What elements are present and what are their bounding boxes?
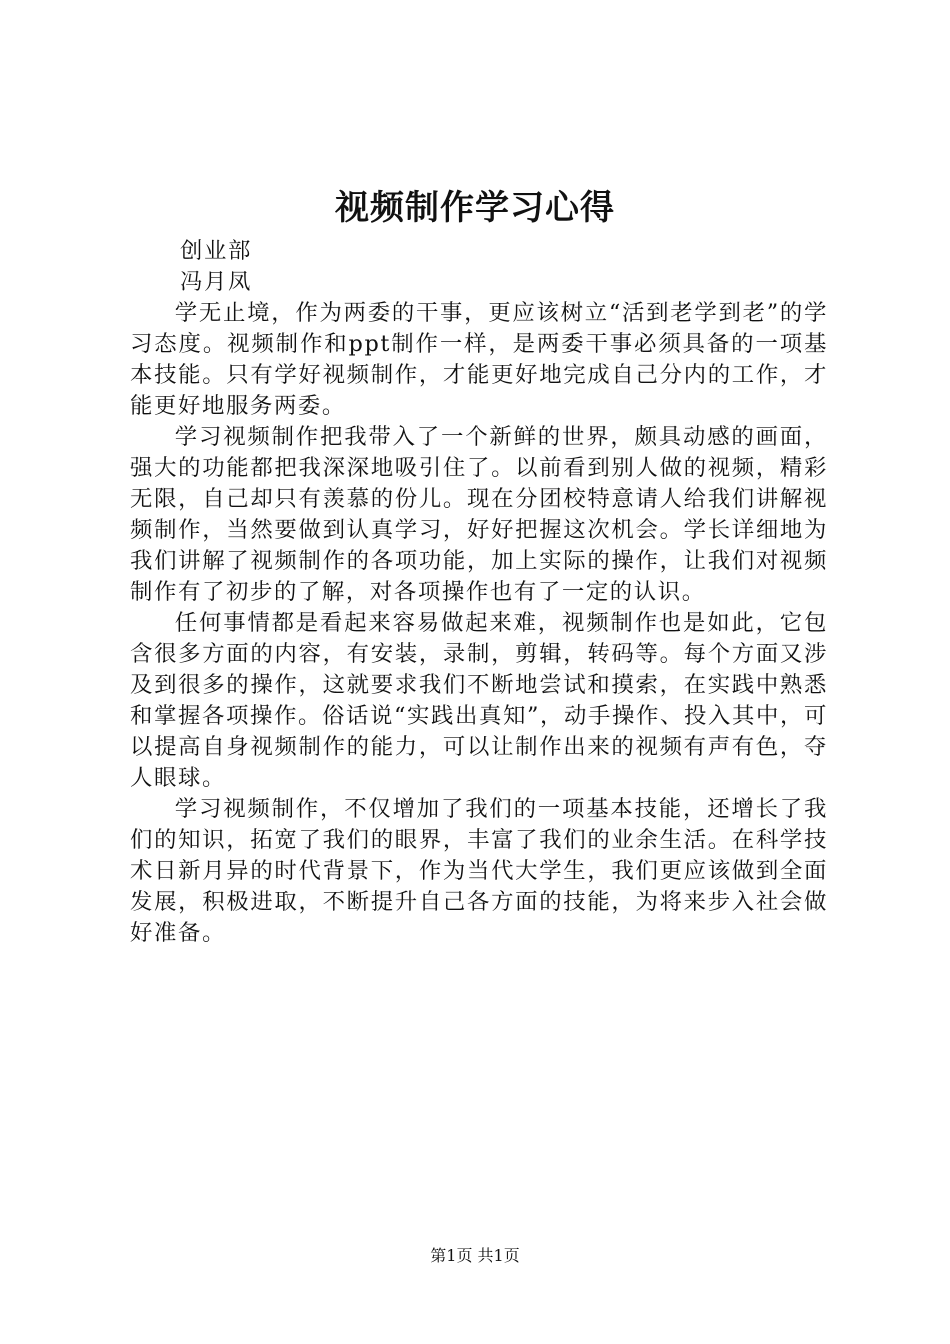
document-title: 视频制作学习心得 (335, 188, 615, 228)
paragraph-3: 任何事情都是看起来容易做起来难，视频制作也是如此，它包含很多方面的内容，有安装，录制，剪辑，转码等。每个方面又涉及到很多的操作，这就要求我们不断地尝试和摸索，在实践中熟悉和掌握各项操作。俗话说“实践出真知”，动手操作、投入其中，可以提高自身视频制作的能力，可以让制作出来的视频有声有色，夺人眼球。 (130, 610, 828, 791)
author-line: 冯月凤 (180, 269, 252, 295)
department-line: 创业部 (180, 238, 252, 264)
paragraph-4: 学习视频制作，不仅增加了我们的一项基本技能，还增长了我们的知识，拓宽了我们的眼界，丰富了我们的业余生活。在科学技术日新月异的时代背景下，作为当代大学生，我们更应该做到全面发展，积极进取，不断提升自己各方面的技能，为将来步入社会做好准备。 (130, 796, 828, 946)
document-body (130, 236, 828, 949)
page-footer: 第1页 共1页 (430, 1246, 520, 1265)
paragraph-2: 学习视频制作把我带入了一个新鲜的世界，颇具动感的画面，强大的功能都把我深深地吸引住了。以前看到别人做的视频，精彩无限，自己却只有羡慕的份儿。现在分团校特意请人给我们讲解视频制作，当然要做到认真学习，好好把握这次机会。学长详细地为我们讲解了视频制作的各项功能，加上实际的操作，让我们对视频制作有了初步的了解，对各项操作也有了一定的认识。 (130, 424, 828, 605)
paragraph-1: 学无止境，作为两委的干事，更应该树立“活到老学到老”的学习态度。视频制作和ppt制作一样，是两委干事必须具备的一项基本技能。只有学好视频制作，才能更好地完成自己分内的工作，才能更好地服务两委。 (130, 300, 828, 419)
